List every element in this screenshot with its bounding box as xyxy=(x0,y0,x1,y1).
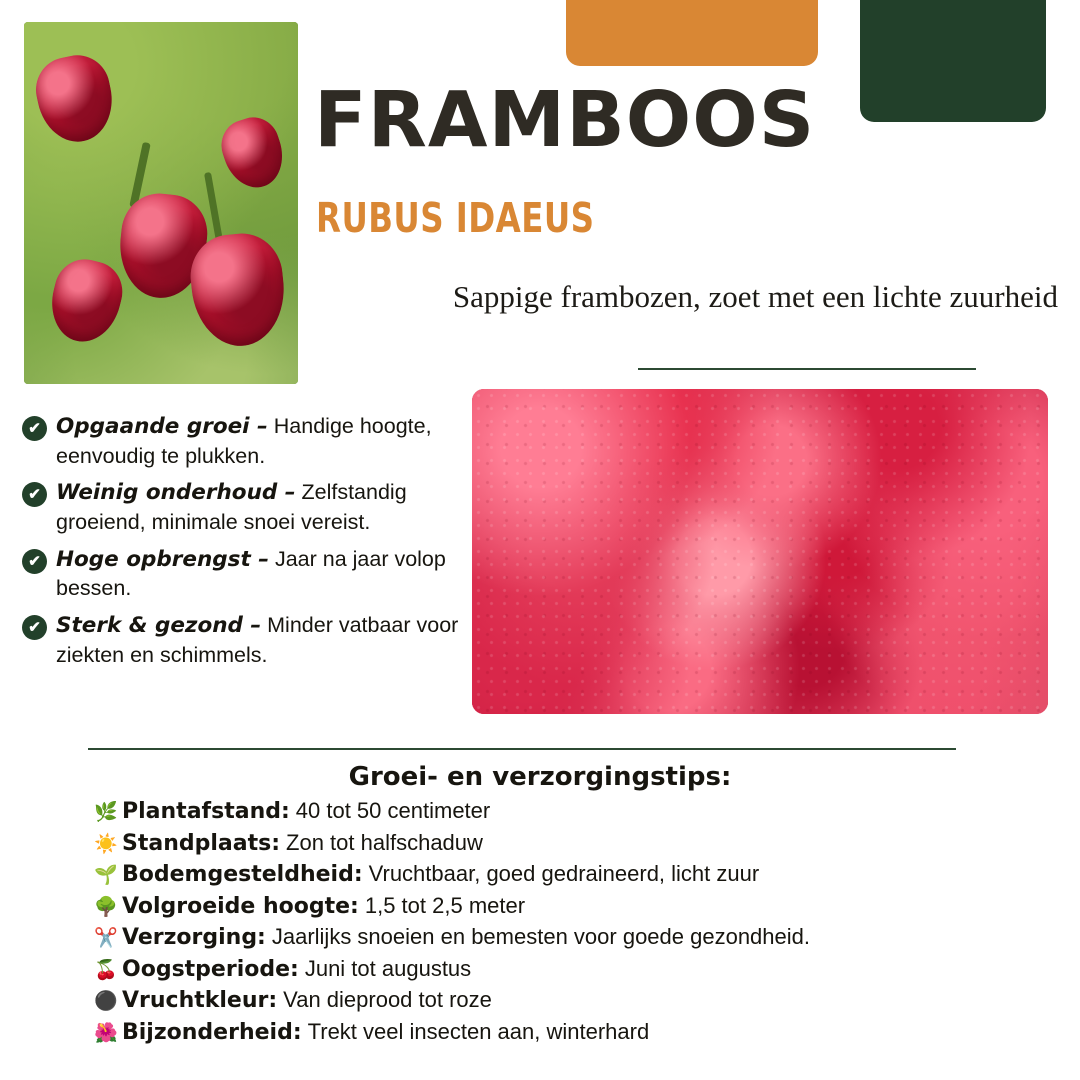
circle-icon: ⚫ xyxy=(94,991,118,1012)
tip-label: Vruchtkleur: xyxy=(122,988,278,1013)
tip-item xyxy=(88,956,1008,982)
divider-short xyxy=(638,368,976,370)
benefit-label: Hoge opbrengst – xyxy=(56,546,269,572)
benefit-description: Zelfstandig groeiend, minimale snoei vereist. xyxy=(56,480,407,534)
herb-icon: 🌿 xyxy=(94,802,118,823)
scissors-icon: ✂️ xyxy=(94,928,118,949)
tip-value: 40 tot 50 centimeter xyxy=(295,798,491,823)
bowl-photo-raspberries xyxy=(472,389,1048,714)
tip-item xyxy=(88,798,1008,824)
benefits-list xyxy=(22,412,466,677)
tip-item xyxy=(88,861,1008,887)
flower-icon: 🌺 xyxy=(94,1022,118,1044)
latin-name: RUBUS IDAEUS xyxy=(316,194,595,242)
benefit-label: Weinig onderhoud – xyxy=(56,480,296,506)
tip-label: Volgroeide hoogte: xyxy=(122,893,359,919)
cherries-icon: 🍒 xyxy=(94,959,118,981)
seedling-icon: 🌱 xyxy=(94,865,118,886)
divider-long xyxy=(88,748,956,750)
tagline: Sappige frambozen, zoet met een lichte zuurheid xyxy=(452,279,1058,314)
tip-label: Oogstperiode: xyxy=(122,956,299,982)
tip-label: Standplaats: xyxy=(122,830,281,856)
benefit-description: Minder vatbaar voor ziekten en schimmels. xyxy=(56,612,459,667)
benefit-item xyxy=(22,412,466,471)
tip-item xyxy=(88,893,1008,919)
decor-block-orange xyxy=(566,0,818,66)
benefit-text xyxy=(56,412,466,471)
tip-value: Jaarlijks snoeien en bemesten voor goede gezondheid. xyxy=(271,924,810,949)
hero-photo-raspberry-bush xyxy=(24,22,298,384)
benefit-description: Jaar na jaar volop bessen. xyxy=(56,546,446,601)
benefit-item xyxy=(22,545,466,604)
tip-value: Juni tot augustus xyxy=(304,955,472,981)
decor-block-green xyxy=(860,0,1046,122)
tip-item xyxy=(88,1019,1008,1045)
page-title: FRAMBOOS xyxy=(314,76,816,165)
tip-value: Van dieprood tot roze xyxy=(283,987,492,1012)
benefit-description: Handige hoogte, eenvoudig te plukken. xyxy=(56,414,432,468)
tip-value: Trekt veel insecten aan, winterhard xyxy=(307,1018,650,1044)
benefit-label: Sterk & gezond – xyxy=(56,612,262,638)
tip-label: Verzorging: xyxy=(122,925,266,950)
tip-item xyxy=(88,987,1008,1013)
benefit-text xyxy=(56,545,466,604)
tip-label: Plantafstand: xyxy=(122,799,290,824)
check-icon: ✔ xyxy=(22,416,47,441)
tip-item xyxy=(88,924,1008,950)
tip-value: 1,5 tot 2,5 meter xyxy=(364,892,526,918)
tip-label: Bijzonderheid: xyxy=(122,1019,302,1045)
benefit-text xyxy=(56,478,466,537)
tip-label: Bodemgesteldheid: xyxy=(122,862,363,887)
tip-item xyxy=(88,830,1008,856)
tips-list xyxy=(88,798,1008,1050)
tips-heading: Groei- en verzorgingstips: xyxy=(348,762,732,792)
benefit-item xyxy=(22,478,466,537)
sun-icon: ☀️ xyxy=(94,833,118,855)
benefit-label: Opgaande groei – xyxy=(56,414,268,439)
tip-value: Zon tot halfschaduw xyxy=(286,829,483,855)
bowl-photo-texture xyxy=(472,389,1048,714)
benefit-item xyxy=(22,611,466,670)
tree-icon: 🌳 xyxy=(94,896,118,918)
check-icon: ✔ xyxy=(22,482,47,507)
check-icon: ✔ xyxy=(22,549,47,574)
tip-value: Vruchtbaar, goed gedraineerd, licht zuur xyxy=(368,861,760,886)
check-icon: ✔ xyxy=(22,615,47,640)
benefit-text xyxy=(56,611,466,670)
